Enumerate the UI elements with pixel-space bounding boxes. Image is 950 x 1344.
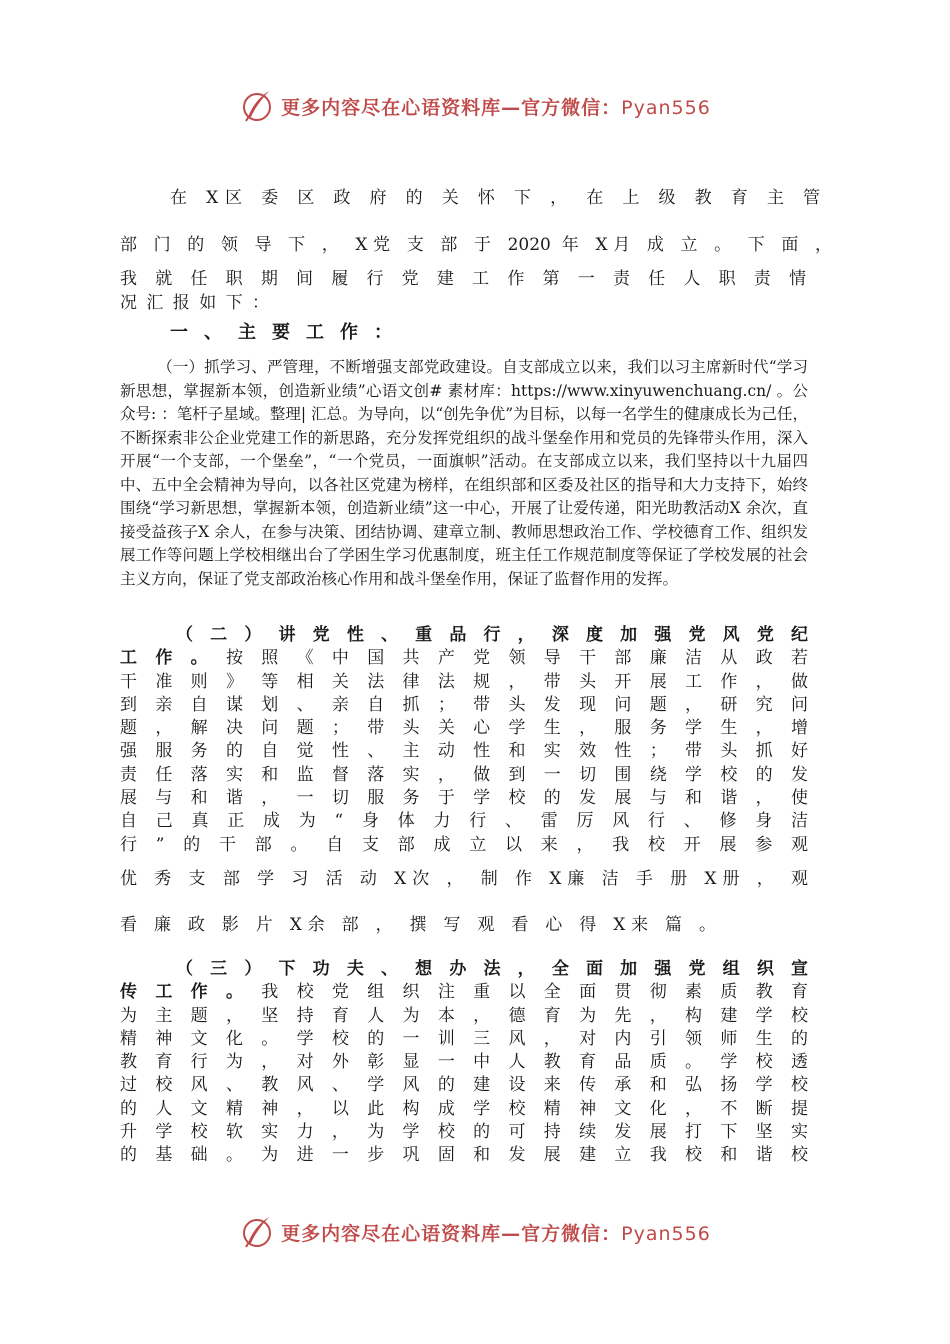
- section-3-line: 的人文精神，以此构成学校精神文化，不断提: [120, 1098, 808, 1119]
- quill-pen-logo-icon: [239, 1214, 275, 1250]
- section-2: [120, 624, 808, 857]
- intro-line-3: 我 就 任 职 期 间 履 行 党 建 工 作 第 一 责 任 人 职 责 情: [120, 269, 806, 289]
- section-3-line: 为主题，坚持育人为本，德育为先，构建学校: [120, 1005, 808, 1026]
- quill-pen-logo-icon: [239, 88, 275, 124]
- footer-banner: [0, 1212, 950, 1252]
- section-2-line: 干准则》等相关法律法规，带头开展工作，做: [120, 671, 808, 692]
- section-2-line-a: 优 秀 支 部 学 习 活 动 X次 ， 制 作 X廉 洁 手 册 X册 ， 观: [120, 869, 808, 889]
- section-2-line: 展与和谐，一切服务于学校的发展与和谐，使: [120, 788, 808, 809]
- section-3-line: 精神文化。学校的一训三风，对内引领师生的: [120, 1028, 808, 1049]
- section-heading-main-work: 一、主要工作：: [170, 322, 408, 343]
- section-2-line: 强服务的自觉性、主动性和实效性；带头抓好: [120, 741, 808, 762]
- section-3-title: （三）下功夫、想办法，全面加强党组织宣: [176, 959, 808, 979]
- section-2-line-1: 工作。按照《中国共产党领导干部廉洁从政若: [120, 648, 808, 669]
- section-3-line: 的基础。为进一步巩固和发展建立我校和谐校: [120, 1145, 808, 1166]
- section-2-line: 行”的干部。自支部成立以来，我校开展参观: [120, 834, 808, 855]
- banner-text: 更多内容尽在心语资料库—官方微信：Pyan556: [281, 1222, 711, 1245]
- intro-line-4: 况 汇 报 如 下 ：: [120, 293, 272, 313]
- section-3-line-1: 传工作。我校党组织注重以全面贯彻素质教育: [120, 982, 808, 1003]
- section-2-title: （二）讲党性、重品行，深度加强党风党纪: [176, 625, 808, 645]
- section-3-line: 教育行为，对外彰显一中人教育品质。学校透: [120, 1052, 808, 1073]
- section-2-line-b: 看 廉 政 影 片 X余 部 ， 撰 写 观 看 心 得 X来 篇 。: [120, 915, 716, 935]
- section-2-line: 责任落实和监督落实，做到一切围绕学校的发: [120, 764, 808, 785]
- section-2-line: 到亲自谋划、亲自抓；带头发现问题，研究问: [120, 694, 808, 715]
- intro-line-1: 在 X区 委 区 政 府 的 关 怀 下 ， 在 上 级 教 育 主 管: [170, 188, 820, 208]
- section-2-line: 题，解决问题；带头关心学生，服务学生，增: [120, 718, 808, 739]
- section-2-line: 自己真正成为“身体力行、雷厉风行、修身洁: [120, 811, 808, 832]
- intro-line-2: 部 门 的 领 导 下 ， X党 支 部 于 2020 年 X月 成 立 。 下 面 ，: [120, 235, 832, 255]
- section-1-paragraph: （一）抓学习、严管理，不断增强支部党政建设。自支部成立以来，我们以习主席新时代“学习新思想，掌握新本领，创造新业绩”心语文创# 素材库：https://www.xinyuwenchuang.cn/ 。公众号: ：笔杆子星域。整理| 汇总。为导向，以“创先争优”为目标，以每一名学生的健康成长为己任，不断探索非公企业党建工作的新思路，充分发挥党组织的战斗堡垒作用和党员的先锋带头作用，深入开展“一个支部，一个堡垒”，“一个党员，一面旗帜”活动。在支部成立以来，我们坚持以十九届四中、五中全会精神为导向，以各社区党建为榜样，在组织部和区委及社区的指导和大力支持下，始终围绕“学习新思想，掌握新本领，创造新业绩”这一中心，开展了让爱传递，阳光助教活动X 余次，直接受益孩子X 余人，在参与决策、团结协调、建章立制、教师思想政治工作、学校德育工作、组织发展工作等问题上学校相继出台了学困生学习优惠制度，班主任工作规范制度等保证了学校发展的社会主义方向，保证了党支部政治核心作用和战斗堡垒作用，保证了监督作用的发挥。: [120, 358, 808, 588]
- section-3: [120, 958, 808, 1168]
- header-banner: [0, 86, 950, 126]
- section-3-line: 升学校软实力，为学校的可持续发展打下坚实: [120, 1122, 808, 1143]
- section-3-line: 过校风、教风、学风的建设来传承和弘扬学校: [120, 1075, 808, 1096]
- banner-text: 更多内容尽在心语资料库—官方微信：Pyan556: [281, 96, 711, 119]
